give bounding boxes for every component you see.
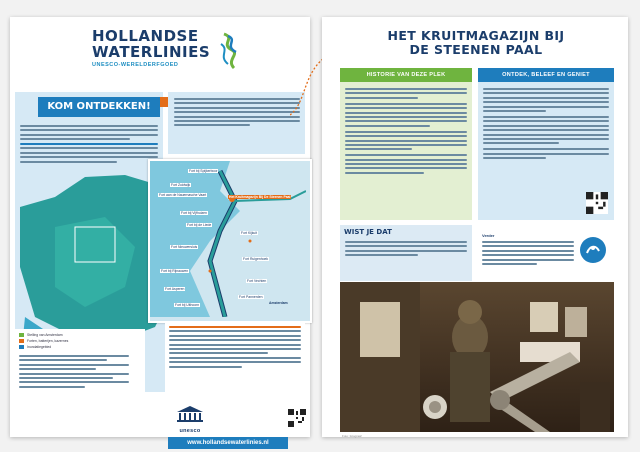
history-heading: HISTORIE VAN DEZE PLEK: [340, 68, 472, 82]
map-label: Fort bij Uithoorn: [175, 303, 200, 307]
logo-line-1: HOLLANDSE: [92, 27, 199, 45]
legend-swatch: [19, 339, 24, 343]
did-you-know-panel: [340, 225, 472, 281]
discover-text: [483, 88, 609, 161]
map-label: Fort Ruigenhoek: [243, 257, 269, 261]
discover-heading: ONTDEK, BELEEF EN GENIET: [478, 68, 614, 82]
unesco-temple-icon: [175, 405, 205, 423]
map-label: Fort Kijkuit: [241, 231, 258, 235]
map-label: Fort aan de Nauernasche Vaart: [159, 193, 207, 197]
legend-item: [19, 339, 141, 343]
map-label-city: Amsterdam: [269, 301, 288, 305]
map-label: Fort bij Rijnauwen: [161, 269, 189, 273]
legend-swatch: [19, 345, 24, 349]
kom-ontdekken-banner: KOM ONTDEKKEN!: [38, 97, 160, 117]
discover-text-panel: [478, 82, 614, 220]
legend-label: Inundatiegebied: [27, 345, 52, 349]
title-line-2: DE STEENEN PAAL: [409, 42, 543, 57]
map-label: Fort bij Vijfhuizen: [181, 211, 207, 215]
qr-code-icon[interactable]: [586, 192, 608, 214]
map-label: Fort bij de Liede: [187, 223, 212, 227]
legend-swatch: [19, 333, 24, 337]
legend-label: Forten, batterijen, kazernes: [27, 339, 69, 343]
museum-interior-photo: [340, 282, 614, 432]
photo-caption: Foto: fotograaf: [342, 434, 362, 438]
legend-item: [19, 333, 141, 337]
map-label: Fort Vechten: [247, 279, 267, 283]
info-logo-icon: [580, 237, 606, 263]
left-page: [10, 17, 310, 446]
map-description-text: [174, 98, 300, 129]
legend-notes: [19, 355, 129, 388]
map-label: Fort Asperen: [165, 287, 185, 291]
waves-logo-icon: [218, 32, 240, 72]
legend-label: Stelling van Amsterdam: [27, 333, 63, 337]
map-inset-detail: [148, 159, 312, 323]
photo-scene: [340, 282, 614, 432]
map-description-panel: [168, 92, 305, 154]
map-legend: [15, 329, 145, 421]
hollandse-waterlinies-logo: [92, 28, 242, 86]
map-label: Fort Zuidwijk: [171, 183, 191, 187]
page-title: [340, 29, 612, 57]
map-label: Fort bij Spijkerboor: [189, 169, 218, 173]
legend-item: [19, 345, 141, 349]
further-info-text: [482, 241, 574, 267]
map-label: Fort Nieuwersluis: [171, 245, 198, 249]
map-label: Fort Pannerden: [239, 295, 263, 299]
title-line-1: HET KRUITMAGAZIJN BIJ: [387, 28, 565, 43]
did-you-know-text: [345, 241, 467, 259]
intro-paragraph-2: [20, 143, 158, 165]
further-info-title: Verder: [482, 233, 495, 238]
logo-line-2: WATERLINIES: [92, 43, 211, 61]
map-label-highlight: Het Kruitmagazijn Bij De Steenen Paal: [229, 195, 291, 199]
location-text: [169, 326, 301, 370]
location-text-panel: [165, 322, 305, 400]
qr-code-icon[interactable]: [288, 409, 306, 427]
right-page: [322, 17, 628, 437]
history-text-panel: [340, 82, 472, 220]
website-link[interactable]: www.hollandsewaterlinies.nl: [168, 437, 288, 449]
further-info-panel: [478, 231, 614, 279]
did-you-know-title: WIST JE DAT: [344, 228, 392, 236]
unesco-text: unesco: [179, 428, 201, 434]
unesco-emblem: [175, 405, 205, 433]
logo-subtitle: UNESCO-WERELDERFGOED: [92, 62, 179, 68]
intro-paragraph-1: [20, 125, 158, 143]
history-text: [345, 88, 467, 176]
